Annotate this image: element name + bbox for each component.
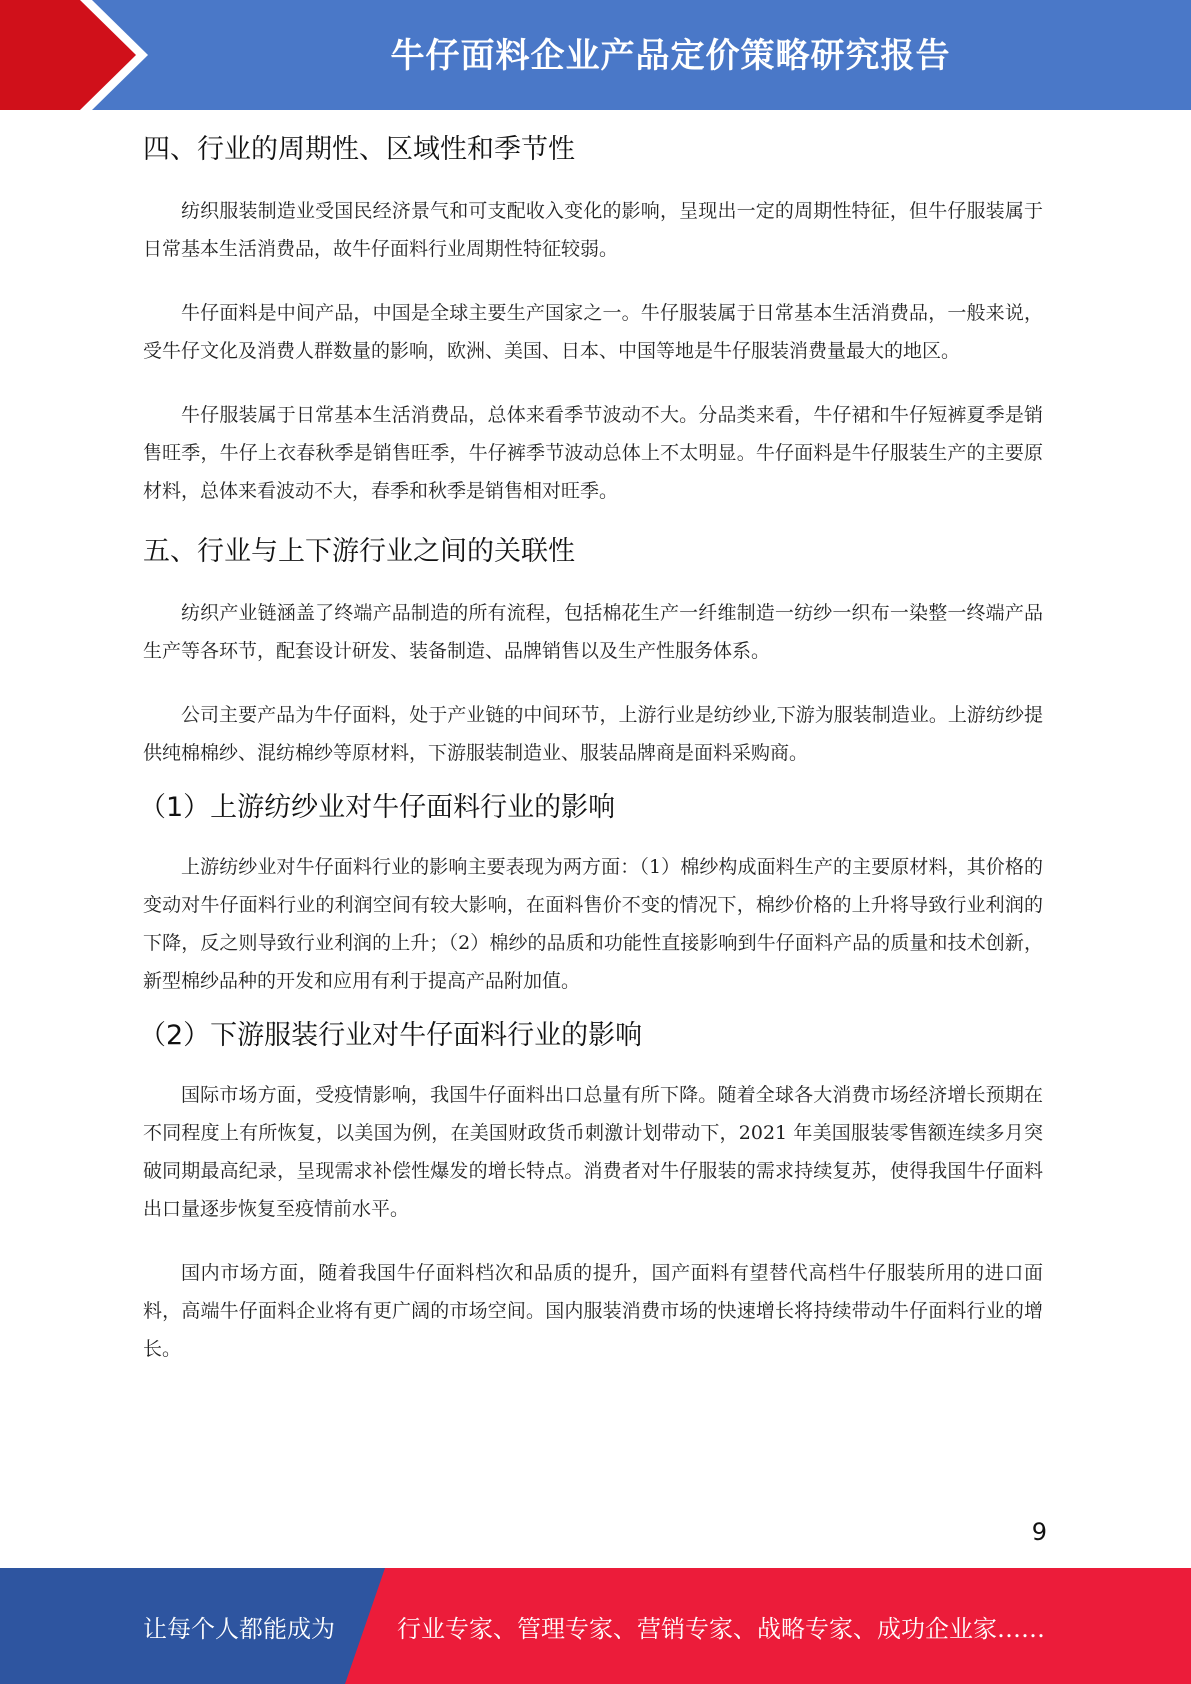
page-content (139, 128, 1043, 1368)
paragraph: 牛仔服装属于日常基本生活消费品，总体来看季节波动不大。分品类来看，牛仔裙和牛仔短裤夏季是销售旺季，牛仔上衣春秋季是销售旺季，牛仔裤季节波动总体上不太明显。牛仔面料是牛仔服装生产的主要原材料，总体来看波动不大，春季和秋季是销售相对旺季。 (143, 404, 1043, 502)
footer-slogan-left: 让每个人都能成为 (143, 1614, 335, 1643)
subsection-heading-1: （1）上游纺纱业对牛仔面料行业的影响 (139, 792, 616, 823)
paragraph: 国际市场方面，受疫情影响，我国牛仔面料出口总量有所下降。随着全球各大消费市场经济增长预期在不同程度上有所恢复，以美国为例，在美国财政货币刺激计划带动下，2021 年美国服装零售额连续多月突破同期最高纪录，呈现需求补偿性爆发的增长特点。消费者对牛仔服装的需求持续复苏，使得我国牛仔面料出口量逐步恢复至疫情前水平。 (143, 1084, 1043, 1220)
section-heading-5: 五、行业与上下游行业之间的关联性 (143, 536, 575, 567)
page-number: 9 (1031, 1518, 1047, 1546)
paragraph: 国内市场方面，随着我国牛仔面料档次和品质的提升，国产面料有望替代高档牛仔服装所用的进口面料，高端牛仔面料企业将有更广阔的市场空间。国内服装消费市场的快速增长将持续带动牛仔面料行业的增长。 (143, 1262, 1043, 1360)
paragraph: 纺织服装制造业受国民经济景气和可支配收入变化的影响，呈现出一定的周期性特征，但牛仔服装属于日常基本生活消费品，故牛仔面料行业周期性特征较弱。 (143, 200, 1043, 260)
page-header (0, 0, 1191, 110)
section-heading-4: 四、行业的周期性、区域性和季节性 (143, 134, 575, 165)
report-title: 牛仔面料企业产品定价策略研究报告 (390, 35, 951, 76)
paragraph: 公司主要产品为牛仔面料，处于产业链的中间环节，上游行业是纺纱业,下游为服装制造业。上游纺纱提供纯棉棉纱、混纺棉纱等原材料，下游服装制造业、服装品牌商是面料采购商。 (143, 704, 1043, 764)
paragraph: 牛仔面料是中间产品，中国是全球主要生产国家之一。牛仔服装属于日常基本生活消费品，一般来说，受牛仔文化及消费人群数量的影响，欧洲、美国、日本、中国等地是牛仔服装消费量最大的地区。 (143, 302, 1043, 362)
footer-slogan-right: 行业专家、管理专家、营销专家、战略专家、成功企业家…… (397, 1614, 1045, 1643)
subsection-heading-2: （2）下游服装行业对牛仔面料行业的影响 (139, 1020, 643, 1051)
paragraph: 上游纺纱业对牛仔面料行业的影响主要表现为两方面：（1）棉纱构成面料生产的主要原材料，其价格的变动对牛仔面料行业的利润空间有较大影响，在面料售价不变的情况下，棉纱价格的上升将导致行业利润的下降，反之则导致行业利润的上升；（2）棉纱的品质和功能性直接影响到牛仔面料产品的质量和技术创新，新型棉纱品种的开发和应用有利于提高产品附加值。 (143, 856, 1043, 992)
page-footer (0, 1568, 1191, 1684)
red-chevron-decoration (0, 0, 160, 110)
paragraph: 纺织产业链涵盖了终端产品制造的所有流程，包括棉花生产一纤维制造一纺纱一织布一染整一终端产品生产等各环节，配套设计研发、装备制造、品牌销售以及生产性服务体系。 (143, 602, 1043, 662)
